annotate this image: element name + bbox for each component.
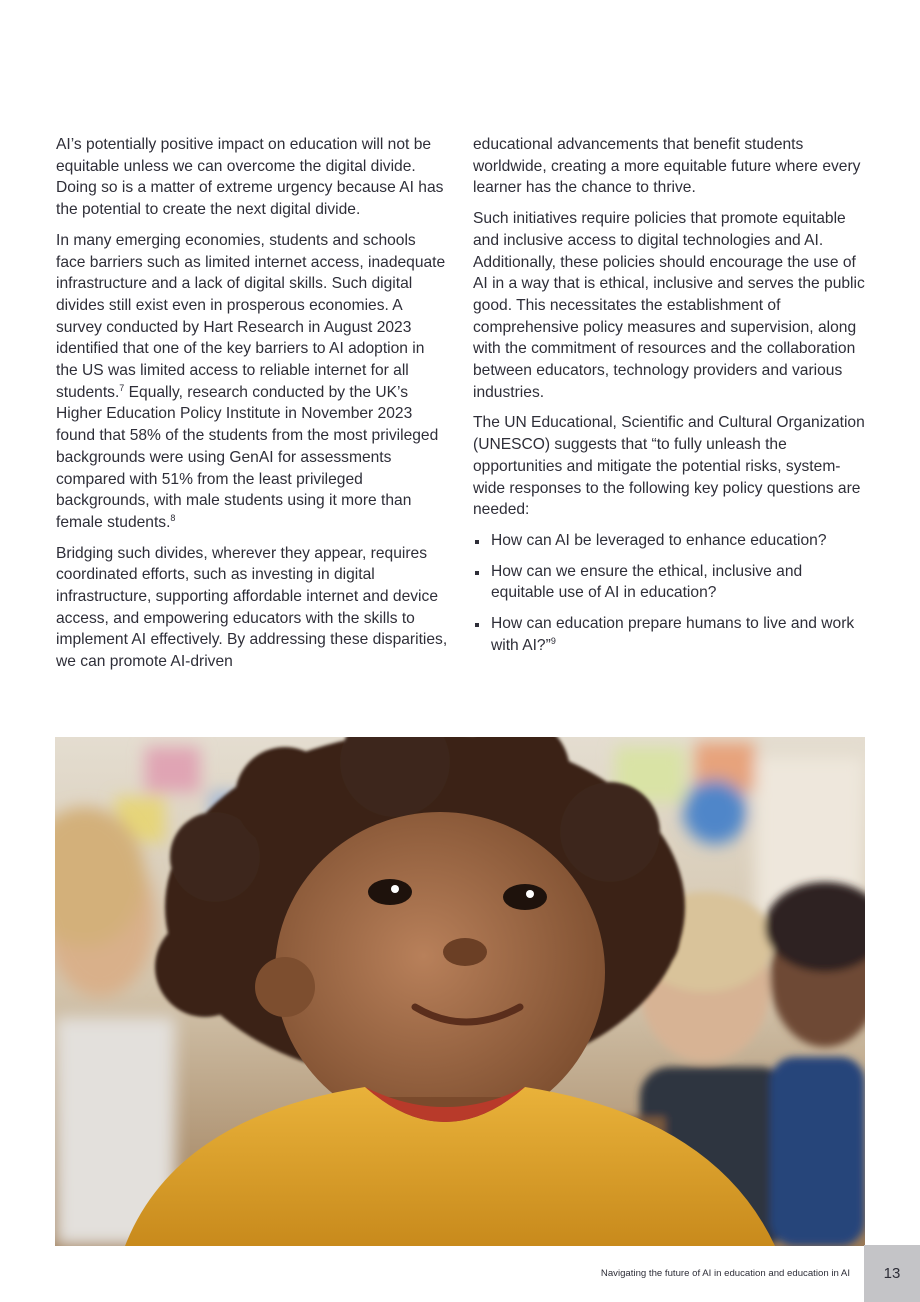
paragraph-unesco: The UN Educational, Scientific and Cultural Organization (UNESCO) suggests that “to fully unleash the opportunities and mitigate the potential risks, system-wide responses to the following key policy questions are needed: (473, 414, 865, 519)
classroom-photo (55, 737, 865, 1246)
right-column (473, 134, 865, 665)
left-column (56, 134, 448, 682)
paragraph-educational-advancements: educational advancements that benefit students worldwide, creating a more equitable future where every learner has the chance to thrive. (473, 136, 861, 197)
paragraph-emerging-economies (56, 230, 448, 534)
list-item: How can we ensure the ethical, inclusive and equitable use of AI in education? (473, 561, 865, 604)
paragraph-policy-initiatives: Such initiatives require policies that promote equitable and inclusive access to digital technologies and AI. Additionally, these policies should encourage the use of AI in a way that is ethical, inclusive and serves the public good. This necessitates the establishment of comprehensive policy measures and supervision, along with the commitment of resources and the collaboration between educators, technology providers and various industries. (473, 210, 865, 401)
classroom-photo-illustration (55, 737, 865, 1246)
footer-title: Navigating the future of AI in education and education in AI (600, 1268, 850, 1279)
footnote-ref[interactable]: 7 (119, 382, 125, 393)
policy-questions-list (473, 530, 865, 657)
list-item-text: How can education prepare humans to live and work with AI?” (491, 615, 855, 654)
paragraph-text: In many emerging economies, students and schools face barriers such as limited internet access, inadequate infrastructure and a lack of digital skills. Such digital divides still exist even in prosperous economies. A survey conducted by Hart Research in August 2023 identified that one of the key barriers to AI adoption in the US was limited access to reliable internet for all students. (56, 231, 446, 401)
list-item: How can AI be leveraged to enhance education? (473, 530, 865, 552)
footnote-ref[interactable]: 8 (170, 512, 176, 523)
paragraph-digital-divide: AI’s potentially positive impact on education will not be equitable unless we can overcome the digital divide. Doing so is a matter of extreme urgency because AI has the potential to create the next digital divide. (56, 136, 444, 219)
footnote-ref[interactable]: 9 (550, 635, 556, 646)
paragraph-text: Equally, research conducted by the UK’s Higher Education Policy Institute in November 2023 found that 58% of the students from the most privileged backgrounds were using GenAI for assessments compared with 51% from the least privileged backgrounds, with male students using it more than female students. (56, 383, 439, 531)
page-number: 13 (864, 1245, 920, 1302)
list-item (473, 613, 865, 656)
paragraph-bridging-divides: Bridging such divides, wherever they appear, requires coordinated efforts, such as investing in digital infrastructure, supporting affordable internet and device access, and empowering educators with the skills to implement AI effectively. By addressing these disparities, we can promote AI-driven (56, 544, 448, 671)
